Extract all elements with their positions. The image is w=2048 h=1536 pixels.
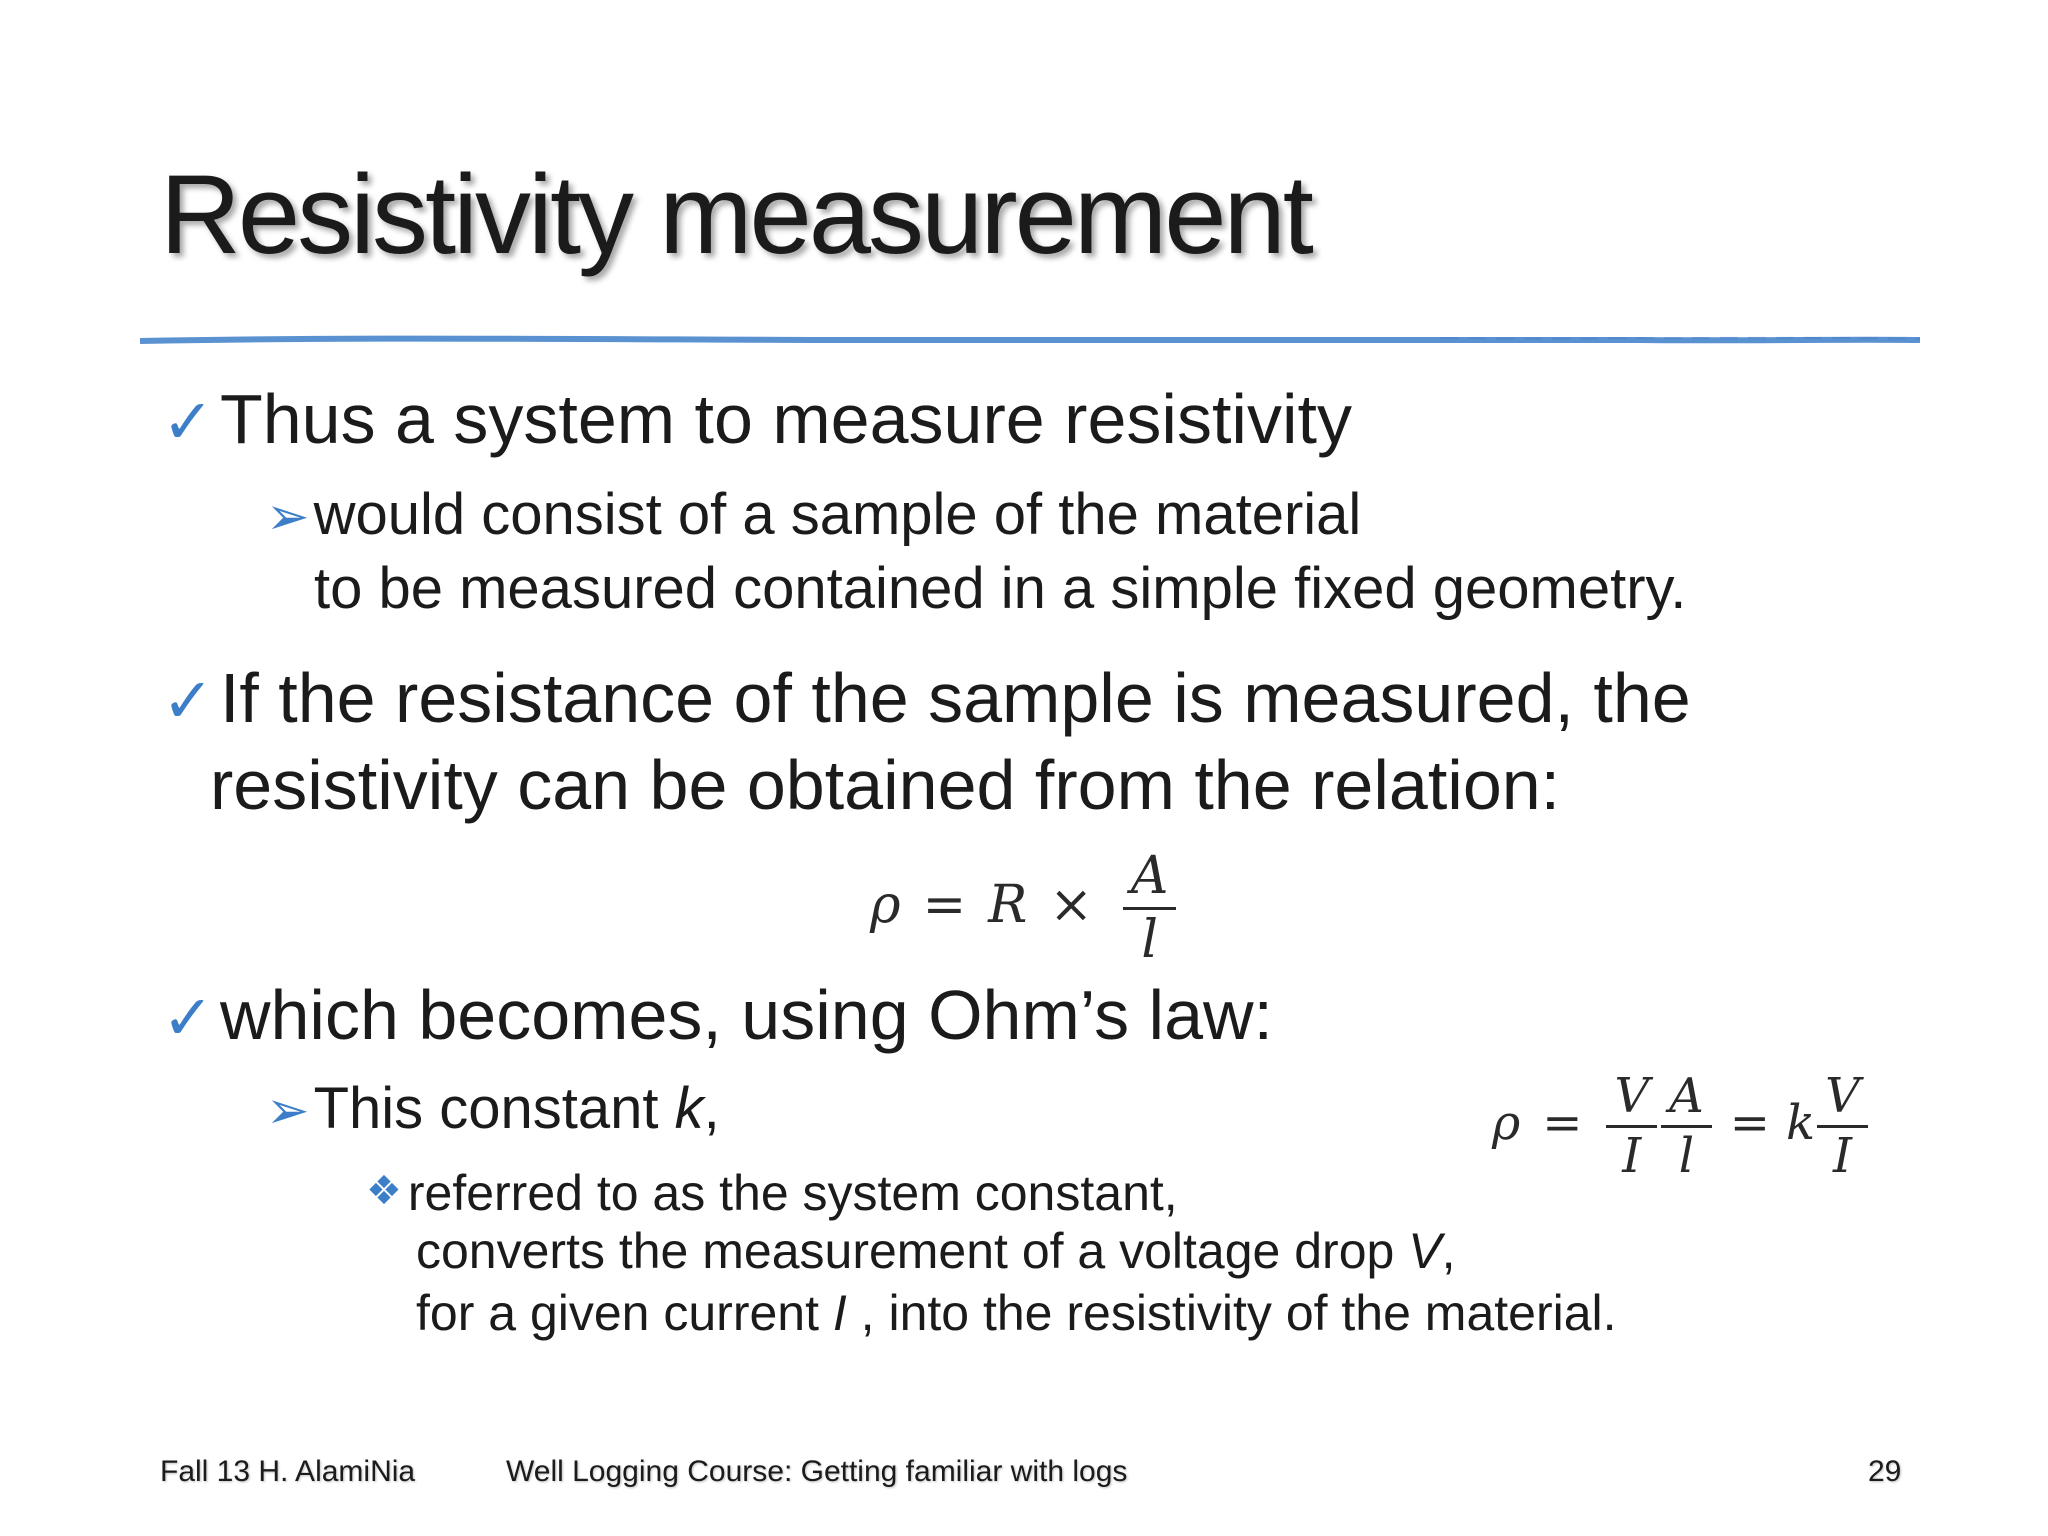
eq1-rho: ρ [870, 875, 901, 936]
bullet-3-subsub-cont-1 [416, 1220, 1455, 1282]
bullet-3-subsub-cont-2 [416, 1282, 1617, 1344]
bullet-2 [162, 655, 1691, 745]
bullet-3-subsub-line2-suffix: , [1441, 1223, 1456, 1279]
bullet-1-sub [266, 478, 1361, 554]
bullet-3-sub-var: k [674, 1076, 704, 1141]
bullet-3-sub-suffix: , [703, 1076, 720, 1141]
bullet-3-subsub-line2-var: V [1408, 1223, 1442, 1279]
eq1-den: l [1141, 910, 1158, 971]
diamond-icon: ❖ [366, 1169, 402, 1213]
equation-resistivity [870, 848, 1184, 969]
title-underline [140, 330, 1920, 350]
bullet-3-sub [266, 1072, 720, 1148]
footer-course: Well Logging Course: Getting familiar with logs [506, 1455, 1128, 1488]
eq1-num: A [1123, 848, 1177, 910]
bullet-1-text: Thus a system to measure resistivity [219, 380, 1352, 458]
bullet-1 [162, 376, 1352, 466]
arrow-icon: ➢ [266, 1082, 310, 1140]
bullet-3-subsub-line3-suffix: , into the resistivity of the material. [846, 1285, 1617, 1341]
eq2-equals-1: = [1542, 1094, 1583, 1151]
bullet-3-subsub-line2-prefix: converts the measurement of a voltage drop [416, 1223, 1409, 1279]
eq2-k: k [1786, 1094, 1816, 1151]
bullet-3-subsub-line3-var: I [832, 1285, 847, 1341]
bullet-3-subsub-line1: referred to as the system constant, [407, 1165, 1178, 1221]
arrow-icon: ➢ [266, 488, 310, 546]
eq2-equals-2: = [1729, 1094, 1770, 1151]
eq2-fraction-1 [1606, 1070, 1657, 1183]
check-icon: ✓ [162, 388, 214, 457]
footer-author: Fall 13 H. AlamiNia [160, 1455, 416, 1488]
bullet-3-sub-prefix: This constant [313, 1076, 675, 1141]
eq1-fraction [1123, 848, 1177, 969]
eq2-rho: ρ [1492, 1094, 1521, 1151]
eq2-f3-den: I [1832, 1127, 1852, 1184]
eq2-fraction-2 [1661, 1070, 1712, 1183]
eq1-times: × [1049, 875, 1093, 936]
eq1-equals: = [922, 875, 967, 936]
bullet-3-subsub-line3-prefix: for a given current [416, 1285, 833, 1341]
check-icon: ✓ [162, 667, 214, 736]
bullet-1-sub-line2: to be measured contained in a simple fixed geometry. [314, 556, 1687, 621]
equation-ohms-law [1492, 1070, 1870, 1183]
bullet-3-subsub [366, 1160, 1178, 1224]
bullet-2-cont [210, 742, 1560, 828]
bullet-3-text: which becomes, using Ohm’s law: [219, 976, 1273, 1054]
footer-page-number: 29 [1868, 1455, 1902, 1488]
check-icon: ✓ [162, 984, 214, 1053]
eq1-r: R [988, 875, 1028, 936]
bullet-2-line1: If the resistance of the sample is measured, the [219, 659, 1691, 737]
bullet-2-line2: resistivity can be obtained from the relation: [210, 746, 1561, 824]
bullet-3 [162, 972, 1273, 1062]
eq2-f3-num: V [1817, 1070, 1868, 1128]
eq2-f1-den: I [1622, 1127, 1642, 1184]
slide-title: Resistivity measurement [160, 152, 1311, 277]
bullet-1-sub-cont [314, 552, 1686, 626]
bullet-1-sub-line1: would consist of a sample of the material [313, 482, 1362, 547]
eq2-f1-num: V [1606, 1070, 1657, 1128]
eq2-fraction-3 [1817, 1070, 1868, 1183]
eq2-f2-den: l [1678, 1127, 1695, 1184]
eq2-f2-num: A [1661, 1070, 1712, 1128]
